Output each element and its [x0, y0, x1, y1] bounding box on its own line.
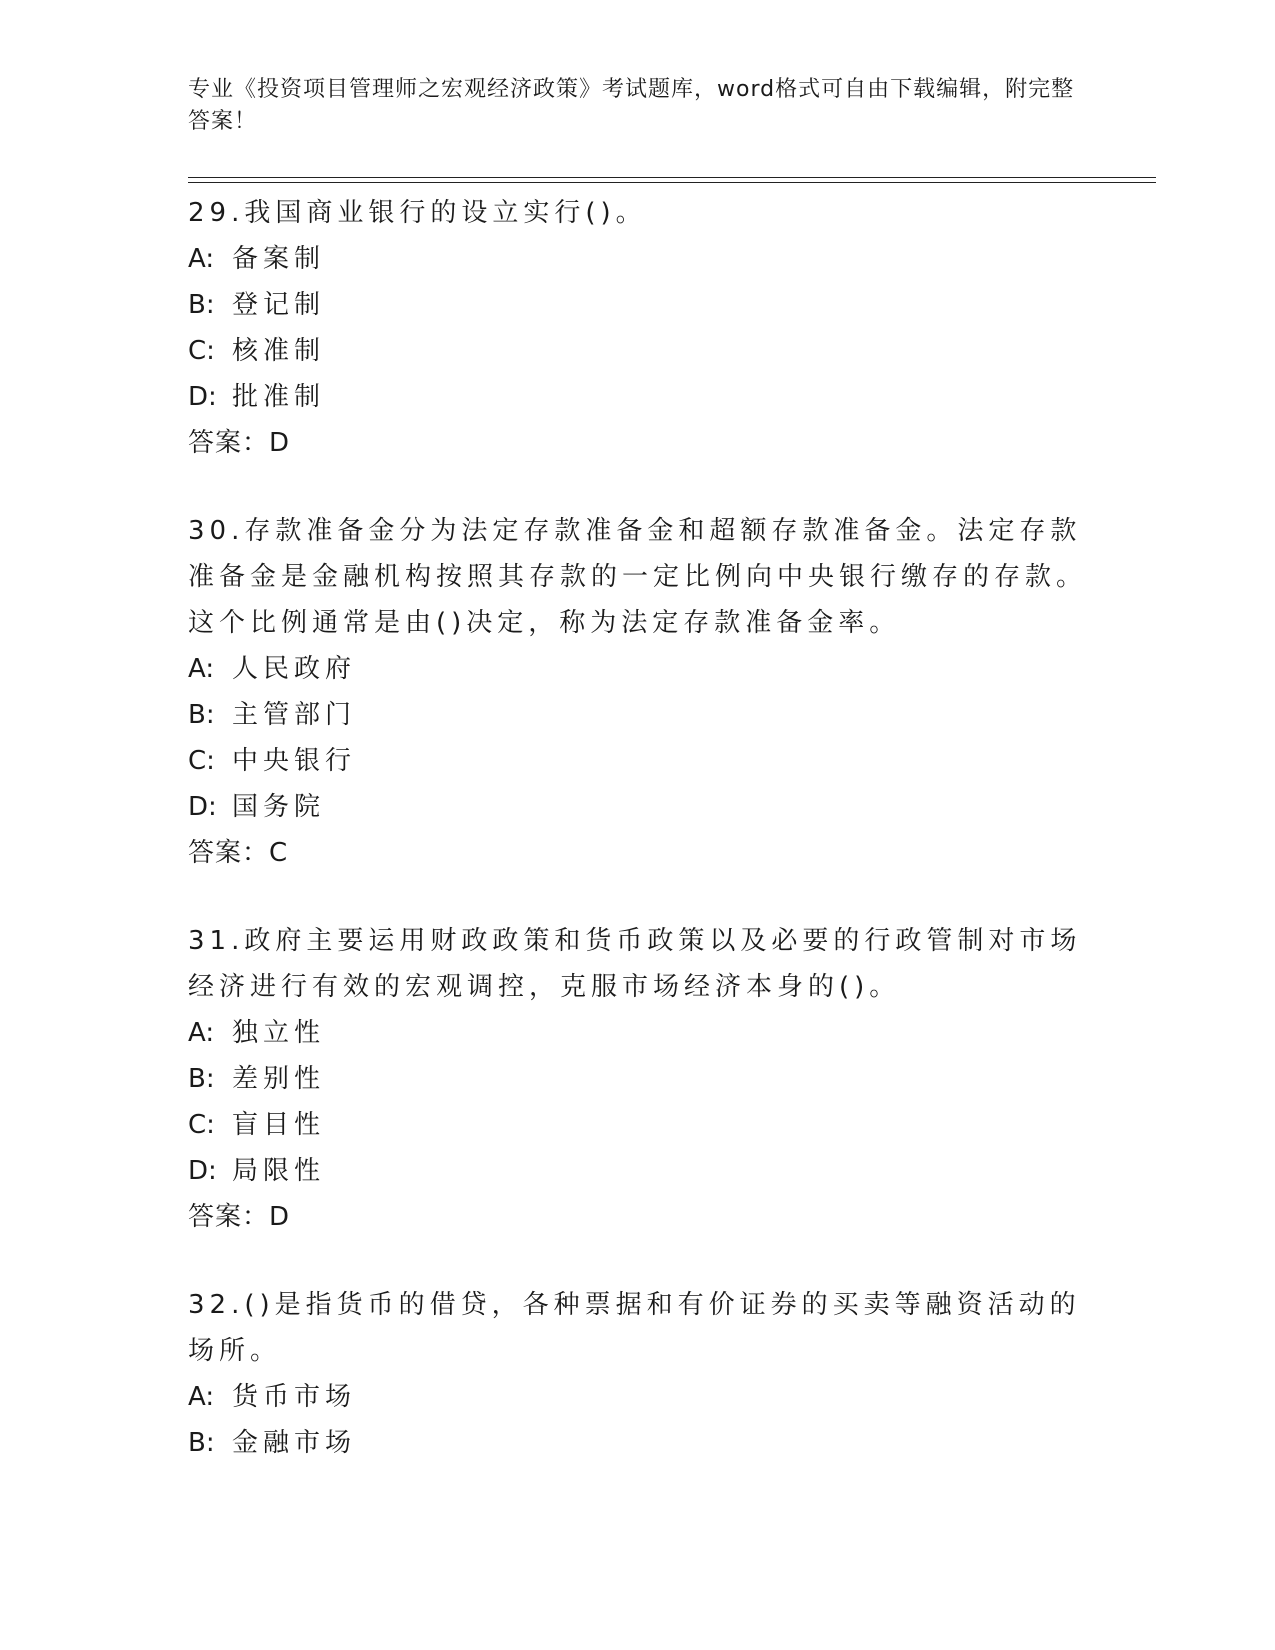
question-text: 29.我国商业银行的设立实行()。	[188, 198, 647, 228]
option-text: 人民政府	[232, 654, 357, 684]
option-a	[188, 1374, 1088, 1420]
option-d	[188, 784, 1088, 830]
option-key: A:	[188, 654, 215, 684]
option-text: 国务院	[232, 792, 326, 822]
option-text: 主管部门	[232, 700, 357, 730]
question-29	[188, 190, 1088, 466]
option-d	[188, 1148, 1088, 1194]
option-key: D:	[188, 382, 217, 412]
option-key: B:	[188, 1064, 215, 1094]
option-text: 差别性	[232, 1064, 326, 1094]
option-text: 独立性	[232, 1018, 326, 1048]
option-key: C:	[188, 746, 215, 776]
option-key: D:	[188, 792, 217, 822]
option-key: C:	[188, 336, 215, 366]
option-text: 局限性	[232, 1156, 326, 1186]
option-c	[188, 1102, 1088, 1148]
option-b	[188, 282, 1088, 328]
question-31	[188, 918, 1088, 1240]
option-text: 货币市场	[232, 1382, 357, 1412]
option-key: A:	[188, 1018, 215, 1048]
header-divider-top	[188, 177, 1156, 178]
question-32	[188, 1282, 1088, 1466]
question-text: 32.()是指货币的借贷，各种票据和有价证券的买卖等融资活动的场所。	[188, 1290, 1081, 1366]
option-text: 登记制	[232, 290, 326, 320]
question-list	[188, 190, 1088, 1466]
option-b	[188, 1420, 1088, 1466]
option-c	[188, 738, 1088, 784]
answer-line: 答案：D	[188, 428, 291, 458]
option-text: 金融市场	[232, 1428, 357, 1458]
document-header	[188, 74, 1088, 138]
option-text: 批准制	[232, 382, 326, 412]
option-key: D:	[188, 1156, 217, 1186]
answer-line: 答案：D	[188, 1202, 291, 1232]
option-c	[188, 328, 1088, 374]
option-key: B:	[188, 700, 215, 730]
option-text: 核准制	[232, 336, 326, 366]
question-text: 31.政府主要运用财政政策和货币政策以及必要的行政管制对市场经济进行有效的宏观调控，克服市场经济本身的()。	[188, 926, 1082, 1002]
option-d	[188, 374, 1088, 420]
option-key: A:	[188, 244, 215, 274]
option-a	[188, 1010, 1088, 1056]
answer-line: 答案：C	[188, 838, 289, 868]
option-a	[188, 236, 1088, 282]
option-b	[188, 1056, 1088, 1102]
option-a	[188, 646, 1088, 692]
question-30	[188, 508, 1088, 876]
header-divider-bottom	[188, 182, 1156, 183]
option-key: B:	[188, 290, 215, 320]
option-key: B:	[188, 1428, 215, 1458]
question-text: 30.存款准备金分为法定存款准备金和超额存款准备金。法定存款准备金是金融机构按照其存款的一定比例向中央银行缴存的存款。这个比例通常是由()决定，称为法定存款准备金率。	[188, 516, 1088, 638]
header-intro: 专业《投资项目管理师之宏观经济政策》考试题库，word格式可自由下载编辑，附完整答案！	[188, 77, 1075, 134]
option-text: 中央银行	[232, 746, 357, 776]
option-key: C:	[188, 1110, 215, 1140]
option-text: 盲目性	[232, 1110, 326, 1140]
option-key: A:	[188, 1382, 215, 1412]
option-text: 备案制	[232, 244, 326, 274]
option-b	[188, 692, 1088, 738]
